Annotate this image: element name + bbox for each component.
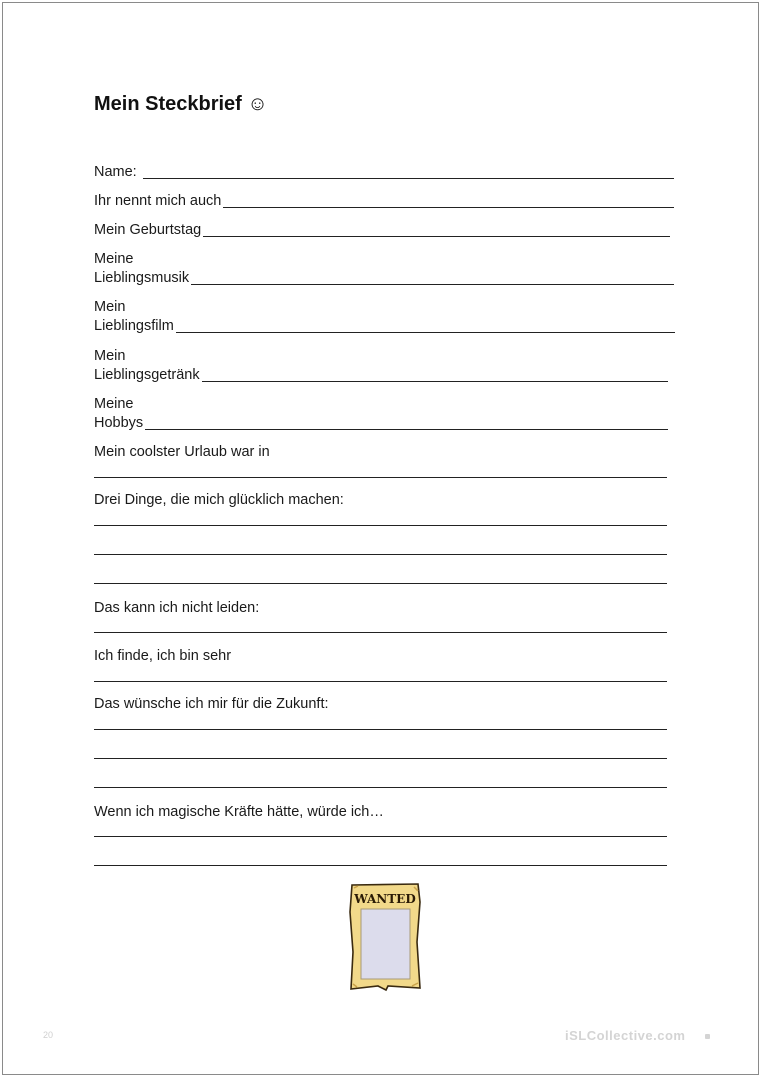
wanted-poster-photo-frame[interactable]	[361, 909, 410, 979]
watermark	[565, 1028, 710, 1043]
nickname-answer-line[interactable]	[223, 207, 674, 208]
nickname-label: Ihr nennt mich auch	[94, 193, 222, 209]
birthday-label: Mein Geburtstag	[94, 222, 202, 238]
magic-answer-line-2[interactable]	[94, 865, 667, 866]
drink-answer-line[interactable]	[202, 381, 668, 382]
worksheet-page	[2, 2, 759, 1075]
dislike-question: Das kann ich nicht leiden:	[94, 600, 260, 616]
birthday-answer-line[interactable]	[203, 236, 670, 237]
watermark-mark-icon	[705, 1034, 710, 1039]
future-answer-line-2[interactable]	[94, 758, 667, 759]
film-label-line2: Lieblingsfilm	[94, 318, 174, 334]
three-things-answer-line-2[interactable]	[94, 554, 667, 555]
vacation-question: Mein coolster Urlaub war in	[94, 444, 270, 460]
drink-label-line2: Lieblingsgetränk	[94, 367, 200, 383]
three-things-answer-line-1[interactable]	[94, 525, 667, 526]
vacation-answer-line[interactable]	[94, 477, 667, 478]
name-answer-line[interactable]	[143, 178, 674, 179]
dislike-answer-line[interactable]	[94, 632, 667, 633]
page-number: 20	[43, 1030, 54, 1040]
magic-answer-line-1[interactable]	[94, 836, 667, 837]
watermark-text: iSLCollective.com	[565, 1028, 686, 1043]
magic-question: Wenn ich magische Kräfte hätte, würde ich…	[94, 804, 384, 820]
film-field	[94, 298, 675, 336]
music-answer-line[interactable]	[191, 284, 674, 285]
page-title: Mein Steckbrief ☺	[94, 93, 268, 115]
wanted-poster-label: WANTED	[354, 892, 416, 906]
hobbies-field	[94, 395, 668, 433]
music-label-line2: Lieblingsmusik	[94, 270, 190, 286]
film-label-line1: Mein	[94, 299, 126, 315]
i-am-question: Ich finde, ich bin sehr	[94, 648, 232, 664]
future-answer-line-3[interactable]	[94, 787, 667, 788]
wanted-poster-image	[348, 882, 422, 992]
future-answer-line-1[interactable]	[94, 729, 667, 730]
three-things-question: Drei Dinge, die mich glücklich machen:	[94, 492, 344, 508]
drink-field	[94, 347, 668, 385]
i-am-answer-line[interactable]	[94, 681, 667, 682]
film-answer-line[interactable]	[176, 332, 675, 333]
birthday-field	[94, 221, 670, 240]
future-question: Das wünsche ich mir für die Zukunft:	[94, 696, 329, 712]
hobbies-answer-line[interactable]	[145, 429, 668, 430]
three-things-answer-line-3[interactable]	[94, 583, 667, 584]
name-label: Name:	[94, 164, 137, 180]
music-label-line1: Meine	[94, 251, 134, 267]
music-field	[94, 250, 674, 288]
hobbies-label-line2: Hobbys	[94, 415, 144, 431]
drink-label-line1: Mein	[94, 348, 126, 364]
name-field	[94, 163, 674, 182]
nickname-field	[94, 192, 674, 211]
hobbies-label-line1: Meine	[94, 396, 134, 412]
